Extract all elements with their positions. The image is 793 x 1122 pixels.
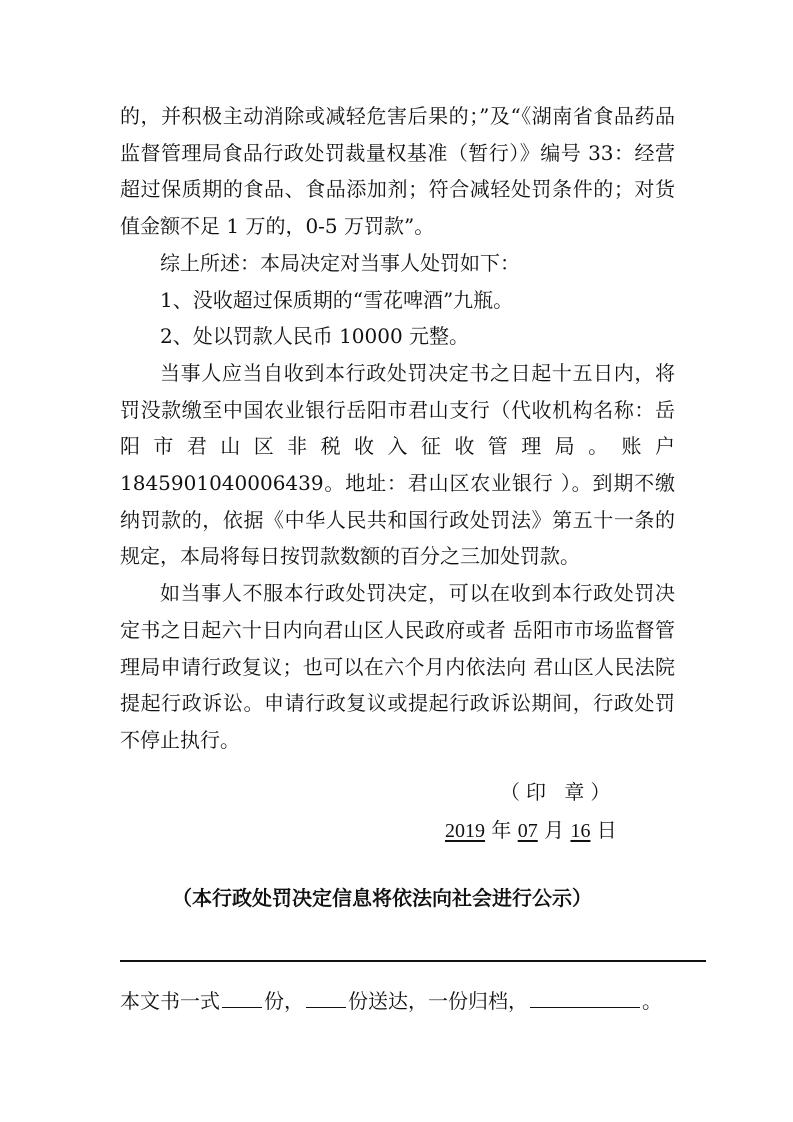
public-notice: （本行政处罚决定信息将依法向社会进行公示）	[172, 886, 592, 910]
date-day: 16	[570, 820, 591, 842]
copies-text-1: 本文书一式	[120, 989, 220, 1013]
date-month: 07	[517, 820, 538, 842]
paragraph-appeal: 如当事人不服本行政处罚决定，可以在收到本行政处罚决定书之日起六十日内向君山区人民政府或者 岳阳市市场监督管理局申请行政复议；也可以在六个月内依法向 君山区人民法院提起行政诉讼。申请行政复议或提起行政诉讼期间，行政处罚不停止执行。	[120, 581, 675, 752]
copies-total-blank	[222, 989, 262, 1008]
copies-text-2: 份，	[264, 989, 304, 1013]
date-year: 2019	[445, 820, 485, 842]
document-body	[120, 98, 675, 759]
copies-line	[120, 985, 662, 1014]
copies-text-4: 。	[642, 989, 662, 1013]
copies-recipient-blank	[530, 989, 640, 1008]
seal-label: （印 章）	[500, 780, 617, 804]
decision-date	[445, 814, 617, 843]
penalty-item-1: 1、没收超过保质期的“雪花啤酒”九瓶。	[160, 287, 514, 312]
copies-delivered-blank	[306, 989, 346, 1008]
date-year-char: 年	[491, 818, 512, 842]
copies-text-3: 份送达，一份归档，	[348, 989, 528, 1013]
penalty-item-2: 2、处以罚款人民币 10000 元整。	[160, 324, 470, 349]
paragraph-summary: 综上所述：本局决定对当事人处罚如下：	[160, 250, 520, 275]
date-month-char: 月	[544, 818, 565, 842]
divider-line	[120, 960, 706, 962]
paragraph-legal-basis: 的，并积极主动消除或减轻危害后果的；”及“《湖南省食品药品监督管理局食品行政处罚裁量权基准（暂行）》编号 33：经营超过保质期的食品、食品添加剂；符合减轻处罚条件的；对货值金额不足 1 万的，0-5 万罚款”。	[120, 104, 675, 239]
date-day-char: 日	[596, 818, 617, 842]
paragraph-payment: 当事人应当自收到本行政处罚决定书之日起十五日内，将罚没款缴至中国农业银行岳阳市君山支行（代收机构名称：岳阳市君山区非税收入征收管理局。账户 1845901040006439。地址：君山区农业银行 ）。到期不缴纳罚款的，依据《中华人民共和国行政处罚法》第五十一条的规定，本局将每日按罚款数额的百分之三加处罚款。	[120, 360, 675, 569]
